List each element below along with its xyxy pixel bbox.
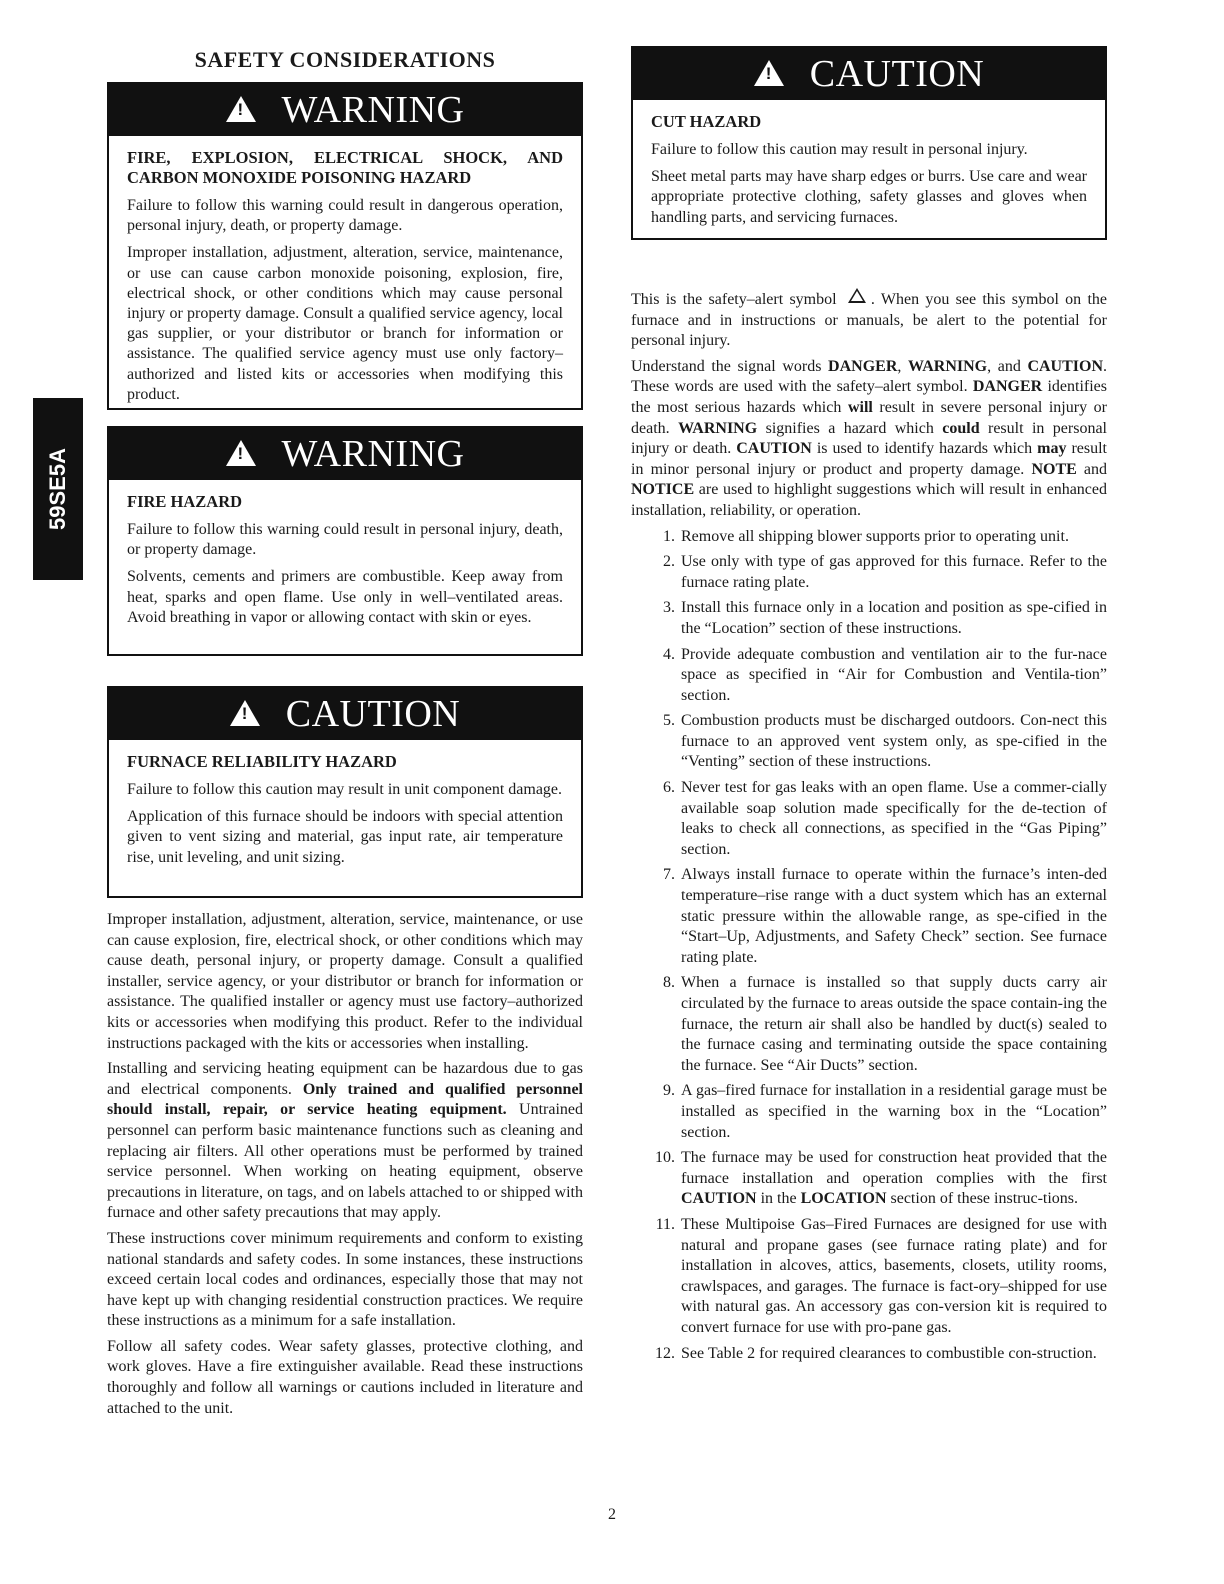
warning-paragraph: Failure to follow this warning could result in personal injury, death, or property damage.	[127, 521, 563, 559]
list-item	[631, 552, 1107, 593]
list-item-number: 8.	[663, 974, 675, 992]
list-item-number: 1.	[663, 527, 675, 545]
caution-header-label: CAUTION	[285, 693, 461, 735]
body-paragraph-trained-personnel	[107, 1059, 583, 1224]
list-item-text: Remove all shipping blower supports prior to operating unit.	[681, 527, 1069, 545]
list-item	[631, 598, 1107, 639]
list-item-text: When a furnace is installed so that supply ducts carry air circulated by the furnace to areas outside the space contain-ing the furnace, the return air shall also be handled by duct(s) sealed to the furnace casing and terminating outside the space containing the furnace. See “Air Ducts” section.	[681, 974, 1107, 1074]
warning-box-fire-explosion	[107, 82, 583, 410]
caution-title: CUT HAZARD	[651, 112, 762, 131]
body-paragraph: Improper installation, adjustment, alteration, service, maintenance, or use can cause explosion, fire, electrical shock, or other conditions which may cause death, personal injury, or property damage. Consult a qualified installer, service agency, or your distributor or branch for information or assistance. The qualified installer or agency must use factory–authorized kits or accessories when modifying this product. Refer to the individual instructions packaged with the kits or accessories when installing.	[107, 911, 583, 1052]
warning-box-fire-hazard	[107, 426, 583, 656]
caution-body	[633, 100, 1105, 240]
list-item	[631, 865, 1107, 968]
list-item	[631, 1344, 1107, 1365]
safety-instructions-list	[631, 527, 1107, 1365]
text-run: . These words are used with the safety–alert symbol.	[631, 357, 1107, 396]
text-run: , and	[987, 357, 1028, 375]
list-item-text: Provide adequate combustion and ventilation air to the fur-nace space as specified in “Air for Combustion and Ventila-tion” section.	[681, 645, 1107, 704]
caution-box-cut-hazard	[631, 46, 1107, 240]
caution-header	[633, 48, 1105, 100]
bold-text-run: NOTE	[1031, 460, 1077, 478]
text-run: Installing and servicing heating equipment can be hazardous due to gas and electrical components.	[107, 1060, 583, 1098]
text-run: ,	[897, 357, 908, 375]
bold-text-run: LOCATION	[800, 1190, 887, 1208]
text-run: and	[1076, 460, 1108, 478]
warning-header-label: WARNING	[281, 433, 465, 475]
warning-triangle-icon	[226, 96, 256, 122]
section-title: SAFETY CONSIDERATIONS	[194, 47, 496, 72]
caution-paragraph: Failure to follow this caution may result in personal injury.	[651, 141, 1028, 158]
list-item-text: section of these instruc-tions.	[886, 1190, 1079, 1208]
warning-header-label: WARNING	[281, 89, 465, 131]
list-item	[631, 778, 1107, 860]
warning-header	[109, 428, 581, 480]
list-item-number: 11.	[655, 1215, 675, 1233]
bold-text-run: CAUTION	[1027, 357, 1103, 375]
list-item	[631, 711, 1107, 773]
list-item-number: 7.	[663, 866, 675, 884]
caution-title: FURNACE RELIABILITY HAZARD	[127, 752, 397, 771]
page-number: 2	[608, 1506, 616, 1523]
body-paragraph: These instructions cover minimum requirements and conform to existing national standards and safety codes. In some instances, these instructions exceed certain local codes and ordinances, especially those that may not have kept up with changing residential construction practices. We require these instructions as a minimum for a safe installation.	[107, 1229, 583, 1330]
list-item-text: Combustion products must be discharged outdoors. Con-nect this furnace to an approved vent system only, as spe-cified in the “Venting” section of these instructions.	[681, 712, 1107, 771]
warning-title: FIRE, EXPLOSION, ELECTRICAL SHOCK, AND CARBON MONOXIDE POISONING HAZARD	[127, 148, 563, 187]
list-item	[631, 973, 1107, 1076]
list-item-text: Install this furnace only in a location and position as spe-cified in the “Location” section of these instructions.	[681, 599, 1107, 637]
list-item	[631, 1148, 1107, 1210]
caution-box-furnace-reliability	[107, 686, 583, 898]
list-item-text: The furnace may be used for construction heat provided that the furnace installation and operation complies with the first	[681, 1149, 1107, 1187]
caution-triangle-icon	[230, 700, 260, 726]
list-item-text: Never test for gas leaks with an open flame. Use a commer-cially available soap solution made specifically for the de-tection of leaks to check all connections, as specified in the “Gas Piping” section.	[681, 779, 1107, 858]
list-item-number: 4.	[663, 645, 675, 663]
body-paragraph: Follow all safety codes. Wear safety glasses, protective clothing, and work gloves. Have a fire extinguisher available. Read these instructions thoroughly and follow all warnings or cautions included in literature and attached to the unit.	[107, 1337, 583, 1417]
text-run: signifies a hazard which	[757, 419, 943, 437]
text-run: is used to identify hazards which	[811, 440, 1038, 458]
caution-paragraph: Failure to follow this caution may result in unit component damage.	[127, 781, 563, 798]
caution-paragraph: Application of this furnace should be indoors with special attention given to vent sizing and material, gas input rate, air temperature rise, unit leveling, and unit sizing.	[127, 808, 563, 866]
bold-text-run: may	[1037, 440, 1067, 458]
right-body-text	[631, 288, 1107, 1364]
list-item-text: See Table 2 for required clearances to combustible con-struction.	[681, 1344, 1097, 1362]
caution-triangle-icon	[754, 60, 784, 86]
caution-header-label: CAUTION	[809, 53, 985, 95]
warning-title: FIRE HAZARD	[127, 492, 243, 511]
warning-body	[109, 136, 581, 417]
signal-words-paragraph	[631, 357, 1107, 522]
list-item-number: 10.	[655, 1149, 675, 1167]
list-item-text: A gas–fired furnace for installation in a residential garage must be installed as specified in the warning box in the “Location” section.	[681, 1082, 1107, 1141]
list-item	[631, 527, 1107, 548]
bold-text-run: DANGER	[972, 378, 1043, 396]
left-column	[107, 46, 583, 1424]
text-run: are used to highlight suggestions which will result in enhanced installation, reliability, or operation.	[631, 481, 1107, 519]
list-item-text: Use only with type of gas approved for this furnace. Refer to the furnace rating plate.	[681, 553, 1107, 591]
safety-alert-paragraph	[631, 288, 1107, 352]
caution-header	[109, 688, 581, 740]
model-side-tab	[33, 398, 83, 580]
list-item-number: 6.	[663, 779, 675, 797]
list-item	[631, 645, 1107, 707]
bold-text-run: CAUTION	[736, 440, 812, 458]
list-item-number: 9.	[663, 1082, 675, 1100]
warning-header	[109, 84, 581, 136]
warning-paragraph: Improper installation, adjustment, alteration, service, maintenance, or use can cause carbon monoxide poisoning, explosion, fire, electrical shock, or other conditions which may cause personal injury or property damage. Consult a qualified service agency, local gas supplier, or your distributor or branch for information or assistance. The qualified service agency must use only factory–authorized and listed kits or accessories when modifying this product.	[127, 244, 563, 403]
list-item-number: 5.	[663, 712, 675, 730]
bold-text-run: NOTICE	[631, 481, 695, 499]
warning-triangle-icon	[226, 440, 256, 466]
text-run: identifies the most serious hazards which	[631, 378, 1108, 416]
caution-body	[109, 740, 581, 880]
right-column	[631, 46, 1107, 1369]
text-run: Understand the signal words	[631, 357, 829, 375]
list-item	[631, 1215, 1107, 1339]
text-run: result in severe personal injury or death.	[631, 398, 1108, 437]
text-run: This is the safety–alert symbol	[631, 291, 843, 308]
caution-paragraph: Sheet metal parts may have sharp edges or burrs. Use care and wear appropriate protective clothing, safety glasses and gloves when handling parts, and servicing furnaces.	[651, 168, 1087, 226]
text-run: . When you see this symbol on the furnace and in instructions or manuals, be alert to the potential for personal injury.	[631, 291, 1108, 350]
list-item-number: 3.	[663, 599, 675, 617]
text-run: Untrained personnel can perform basic maintenance functions such as cleaning and replacing air filters. All other operations must be performed by trained service personnel. When working on heating equipment, observe precautions in literature, on tags, and on labels attached to or shipped with furnace and other safety precautions that may apply.	[107, 1101, 583, 1222]
bold-text-run: WARNING	[908, 357, 988, 375]
safety-alert-symbol-icon	[848, 288, 866, 303]
list-item	[631, 1081, 1107, 1143]
bold-text-run: DANGER	[828, 357, 898, 375]
warning-body	[109, 480, 581, 640]
list-item-text: These Multipoise Gas–Fired Furnaces are designed for use with natural and propane gases (see furnace rating plate) and for installation in alcoves, attics, basements, closets, utility rooms, crawlspaces, and garages. The furnace is fact-ory–shipped for use with natural gas. An accessory gas con-version kit is required to convert furnace for use with pro-pane gas.	[681, 1215, 1107, 1336]
warning-paragraph: Failure to follow this warning could result in dangerous operation, personal injury, death, or property damage.	[127, 197, 563, 235]
bold-text-run: Only trained and qualified personnel should install, repair, or service heating equipment.	[107, 1080, 583, 1119]
left-body-text	[107, 910, 583, 1419]
model-side-tab-label: 59SE5A	[45, 448, 71, 530]
list-item-number: 2.	[663, 553, 675, 571]
list-item-text: Always install furnace to operate within the furnace’s inten-ded temperature–rise range with a duct system which has an external static pressure within the allowable range, as spe-cified in the “Start–Up, Adjustments, and Safety Check” section. See furnace rating plate.	[681, 866, 1107, 966]
text-run: result in minor personal injury or product and property damage.	[631, 440, 1108, 478]
bold-text-run: WARNING	[678, 419, 758, 437]
text-run: result in personal injury or death.	[631, 419, 1107, 458]
list-item-number: 12.	[655, 1344, 675, 1362]
warning-paragraph: Solvents, cements and primers are combustible. Keep away from heat, sparks and open flame. Use only in well–ventilated areas. Avoid breathing in vapor or allowing contact with skin or eyes.	[127, 568, 563, 626]
bold-text-run: will	[847, 398, 873, 416]
bold-text-run: CAUTION	[681, 1190, 757, 1208]
bold-text-run: could	[942, 419, 980, 437]
list-item-text: in the	[756, 1190, 801, 1208]
